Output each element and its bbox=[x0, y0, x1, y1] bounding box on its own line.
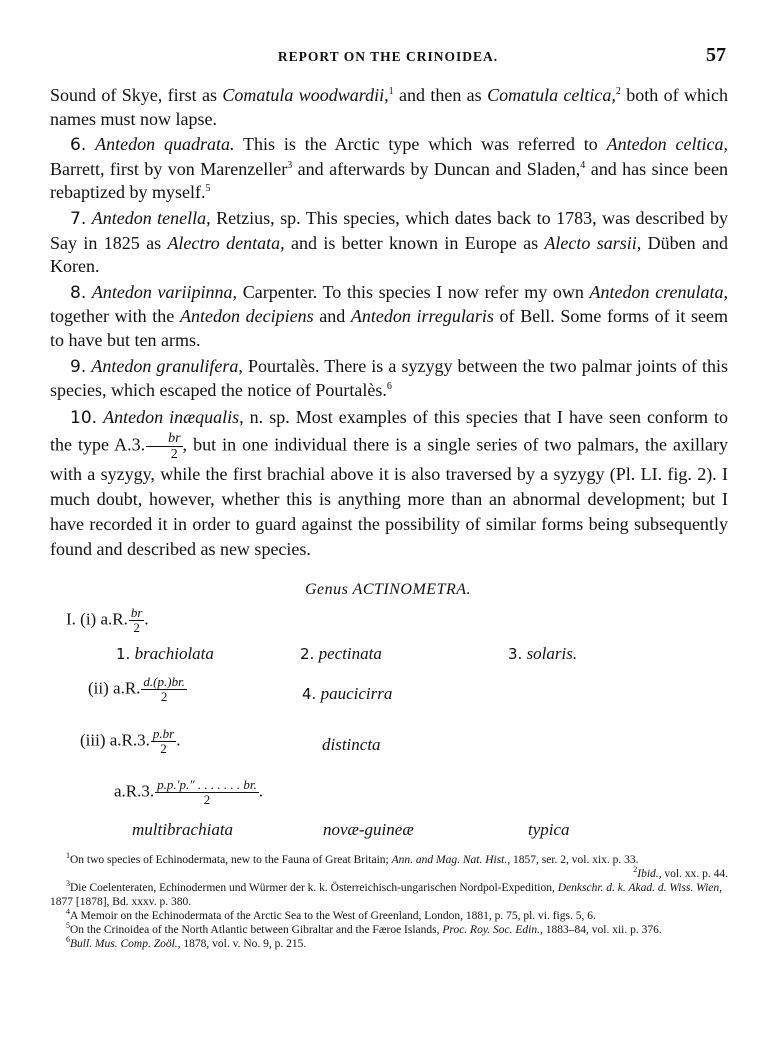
page-title: REPORT ON THE CRINOIDEA. bbox=[277, 49, 499, 64]
species-distincta: distincta bbox=[322, 735, 381, 754]
species-novae-guineae: novæ-guineæ bbox=[323, 820, 414, 839]
paragraph-species-7: 7. Antedon tenella, Retzius, sp. This species, which dates back to 1783, was described by Say in 1825 as Alectro dentata, and is better known in Europe as Alecto sarsii, Düben and Koren. bbox=[50, 207, 728, 277]
footnote-ref: 3 bbox=[287, 159, 293, 171]
footnote-3: $^3$Die Coelenteraten, Echinodermen und Würmer der k. k. Österreichisch-ungarischen Nordpol-Expedition, Denkschr. d. k. Akad. d. Wiss. Wien, 1877 [1878], Bd. xxxv. p. 380. bbox=[50, 879, 723, 908]
group-i-formula: I. (i) a.R. $\frac{br}{2}$ . bbox=[66, 605, 149, 635]
species-brachiolata: 1. brachiolata bbox=[116, 644, 214, 663]
footnote-ref: 1 bbox=[388, 86, 394, 97]
group-iii-b-formula: a.R.3. $\frac{p.p.'p.'' . . . . . . . br.}{2}$ . bbox=[114, 777, 264, 807]
species-multibrachiata: multibrachiata bbox=[132, 820, 234, 839]
footnote-5: $^5$On the Crinoidea of the North Atlantic between Gibraltar and the Færoe Islands, Proc. Roy. Soc. Edin., 1883–84, vol. xii. p. 376. bbox=[66, 921, 662, 936]
paragraph-species-9: 9. Antedon granulifera, Pourtalès. There is a syzygy between the two palmar joints of this species, which escaped the notice of Pourtalès.$^6$ bbox=[50, 355, 728, 401]
footnote-4: $^4$A Memoir on the Echinodermata of the Arctic Sea to the West of Greenland, London, 1881, p. 75, pl. vi. figs. 5, 6. bbox=[66, 907, 596, 922]
species-paucicirra: 4. paucicirra bbox=[302, 684, 393, 703]
paragraph-continuation: Sound of Skye, first as Comatula woodwardii,$^1$ and then as Comatula celtica,$^2$ both of which names must now lapse. bbox=[50, 85, 729, 129]
footnote-ref: 2 bbox=[615, 86, 621, 97]
footnote-ref: 6 bbox=[386, 381, 392, 393]
species-pectinata: 2. pectinata bbox=[300, 644, 382, 663]
page-number: 57 bbox=[706, 44, 726, 66]
paragraph-species-6: 6. Antedon quadrata. This is the Arctic type which was referred to Antedon celtica, Barrett, first by von Marenzeller$^3$ and afterwards by Duncan and Sladen,$^4$ and has since been rebaptized by myself.$^5$ bbox=[50, 134, 729, 203]
footnotes bbox=[50, 853, 728, 951]
species-solaris: 3. solaris. bbox=[508, 644, 578, 663]
footnote-ref: 4 bbox=[580, 159, 586, 171]
footnote-6: $^6$Bull. Mus. Comp. Zoöl., 1878, vol. v. No. 9, p. 215. bbox=[66, 935, 307, 950]
genus-heading: Genus ACTINOMETRA. bbox=[304, 581, 472, 598]
footnote-1: $^1$On two species of Echinodermata, new to the Fauna of Great Britain; Ann. and Mag. Nat. Hist., 1857, ser. 2, vol. xix. p. 33. $^2$Ibid., vol. xx. p. 44. bbox=[66, 851, 728, 880]
footnote-ref: 5 bbox=[205, 183, 211, 195]
footnote-2: $^2$Ibid., vol. xx. p. 44. bbox=[633, 865, 728, 880]
group-ii-formula: (ii) a.R. $\frac{d.(p.)br.}{2}$ bbox=[88, 674, 185, 704]
paragraph-species-8: 8. Antedon variipinna, Carpenter. To this species I now refer my own Antedon crenulata, together with the Antedon decipiens and Antedon irregularis of Bell. Some forms of it seem to have but ten arms. bbox=[50, 281, 729, 350]
formula-fraction: $\frac{br}{2}$ bbox=[146, 431, 182, 462]
body-text bbox=[50, 84, 728, 562]
species-typica: typica bbox=[528, 820, 570, 839]
paragraph-species-10: 10. Antedon inæqualis, n. sp. Most examples of this species that I have seen conform to the type A.3. $\frac{br}{2}$ , but in one individual there is a single series of two palmars, the axillary with a syzygy, while the first brachial above it is also traversed by a syzygy (Pl. LI. fig. 2). I much doubt, however, whether this is anything more than an abnormal development; but I have recorded it in order to guard against the possibility of similar forms being subsequently found and described as new species. bbox=[50, 406, 729, 559]
running-head bbox=[50, 44, 726, 68]
group-iii-formula: (iii) a.R.3. $\frac{p.br}{2}$ . bbox=[80, 726, 181, 756]
